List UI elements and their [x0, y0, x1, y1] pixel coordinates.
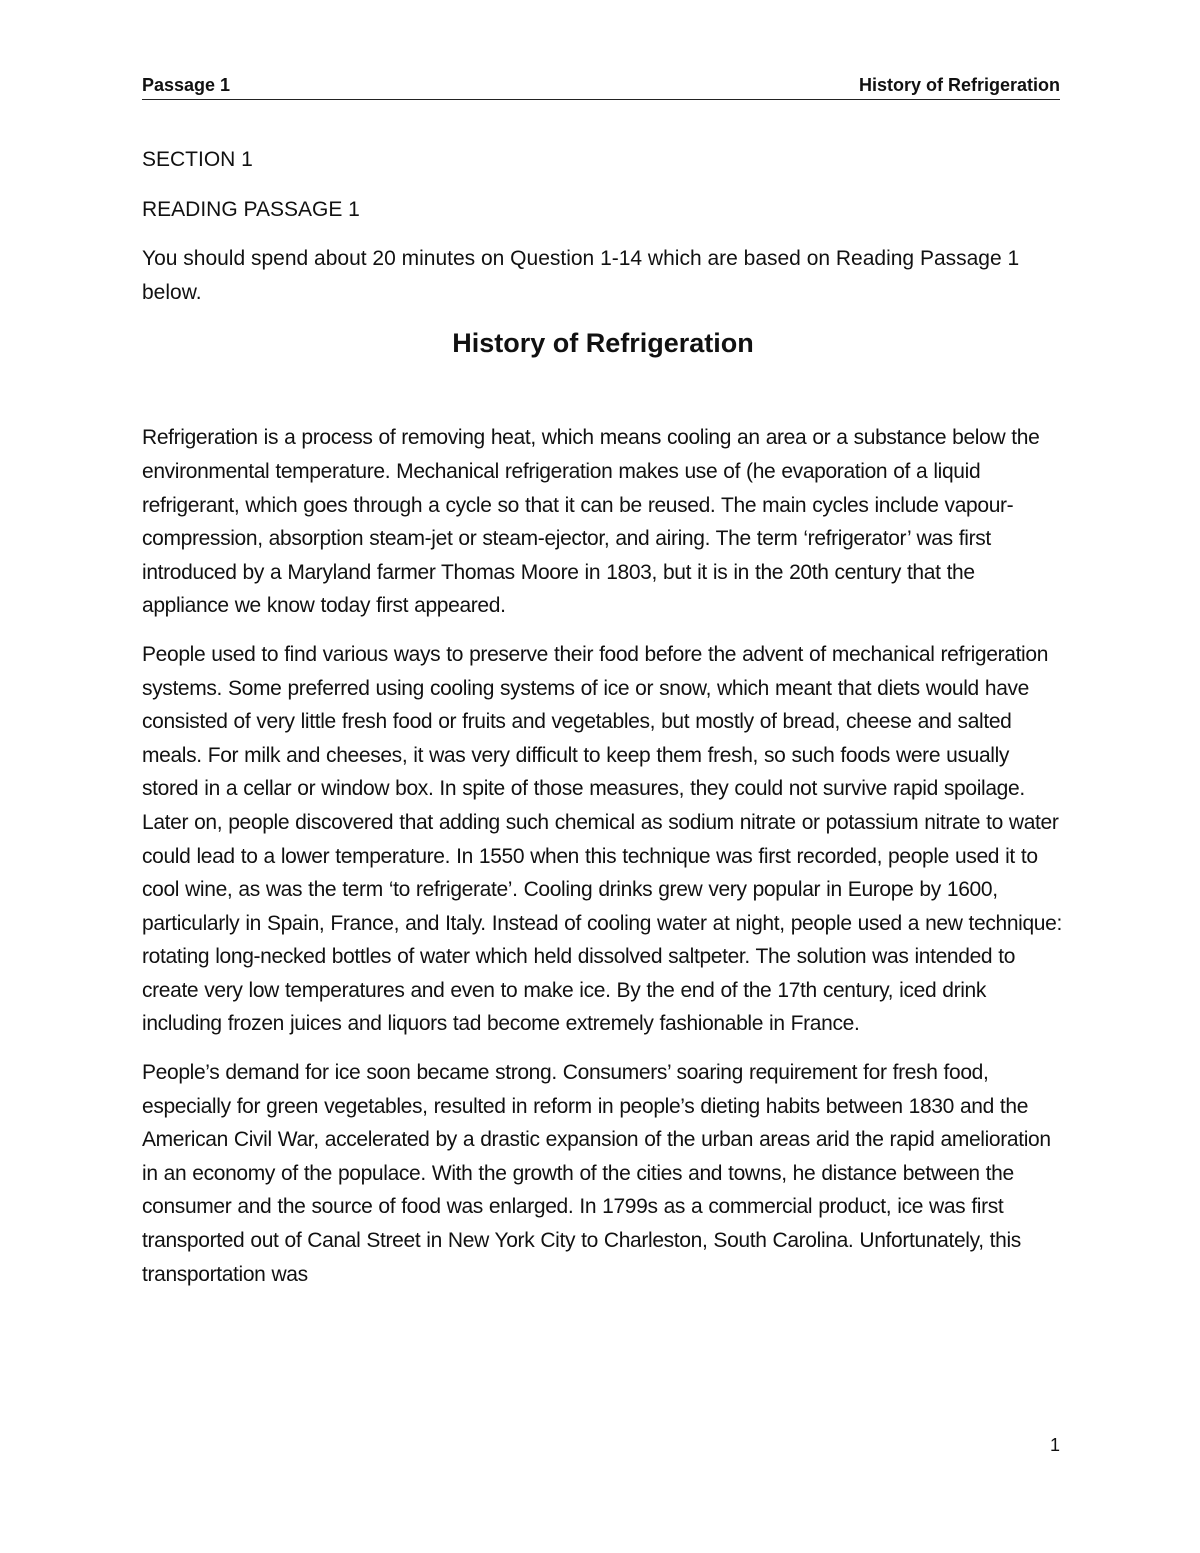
page-title: History of Refrigeration: [452, 328, 754, 359]
paragraph-1: Refrigeration is a process of removing heat, which means cooling an area or a substance below the environmental temperature. Mechanical refrigeration makes use of (he evaporation of a liquid refrigerant, which goes through a cycle so that it can be reused. The main cycles include vapour-compression, absorption steam-jet or steam-ejector, and airing. The term ‘refrigerator’ was first introduced by a Maryland farmer Thomas Moore in 1803, but it is in the 20th century that the appliance we know today first appeared.: [142, 426, 1040, 618]
document-body: [142, 143, 1064, 1306]
section-label: SECTION 1: [142, 148, 253, 171]
paragraph-2: People used to find various ways to preserve their food before the advent of mechanical refrigeration systems. Some preferred using cooling systems of ice or snow, which meant that diets would have consisted of very little fresh food or fruits and vegetables, but mostly of bread, cheese and salted meals. For milk and cheeses, it was very difficult to keep them fresh, so such foods were usually stored in a cellar or window box. In spite of those measures, they could not survive rapid spoilage. Later on, people discovered that adding such chemical as sodium nitrate or potassium nitrate to water could lead to a lower temperature. In 1550 when this technique was first recorded, people used it to cool wine, as was the term ‘to refrigerate’. Cooling drinks grew very popular in Europe by 1600, particularly in Spain, France, and Italy. Instead of cooling water at night, people used a new technique: rotating long-necked bottles of water which held dissolved saltpeter. The solution was intended to create very low temperatures and even to make ice. By the end of the 17th century, iced drink including frozen juices and liquors tad become extremely fashionable in France.: [142, 642, 1062, 1036]
passage-label: READING PASSAGE 1: [142, 197, 360, 221]
header-document-title: History of Refrigeration: [858, 75, 1060, 95]
page-header: [142, 74, 1060, 100]
page-number: 1: [1049, 1435, 1060, 1455]
paragraph-3: People’s demand for ice soon became strong. Consumers’ soaring requirement for fresh food, especially for green vegetables, resulted in reform in people’s dieting habits between 1830 and the American Civil War, accelerated by a drastic expansion of the urban areas arid the rapid amelioration in an economy of the populace. With the growth of the cities and towns, he distance between the consumer and the source of food was enlarged. In 1799s as a commercial product, ice was first transported out of Canal Street in New York City to Charleston, South Carolina. Unfortunately, this transportation was: [142, 1061, 1051, 1286]
instructions: You should spend about 20 minutes on Question 1-14 which are based on Reading Passage 1 below.: [142, 247, 1020, 304]
header-passage-label: Passage 1: [142, 75, 231, 95]
